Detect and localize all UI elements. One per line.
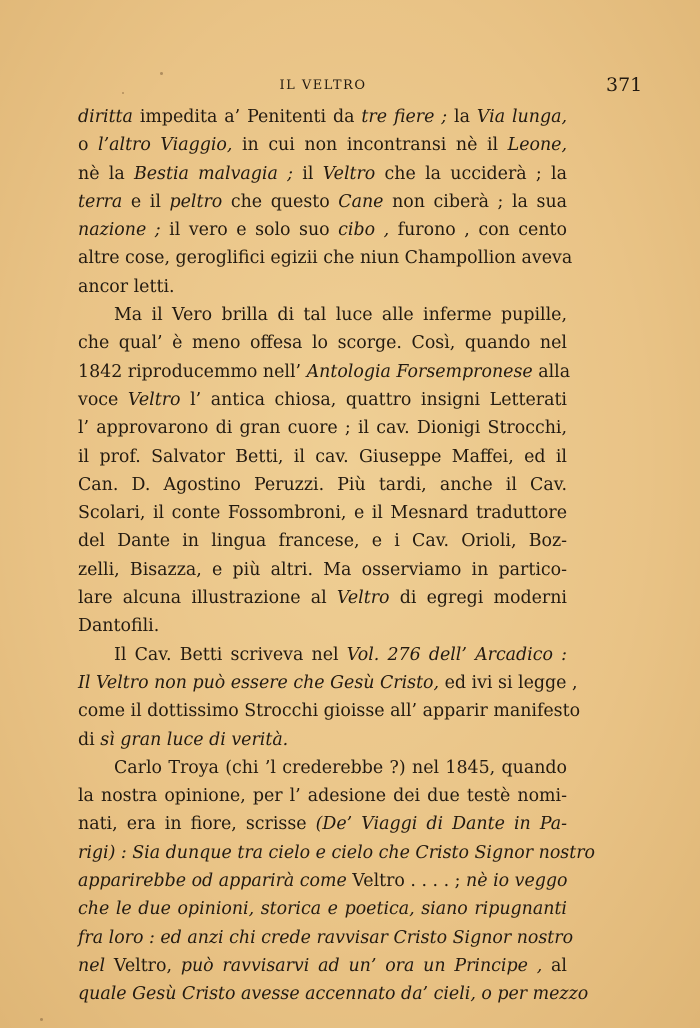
text-line (78, 895, 567, 923)
paper-speck (40, 1018, 43, 1021)
text-run: di egregi moderni (389, 588, 567, 609)
text-run: Il Cav. Betti scriveva nel (114, 644, 347, 665)
text-run: o (78, 135, 99, 156)
italic-text: Il Veltro non può essere che Gesù Cristo, (78, 672, 440, 693)
text-run: furono , con cento (389, 220, 567, 241)
text-line (78, 641, 567, 669)
text-run: in cui non incontransi nè il (232, 135, 508, 156)
text-run: di (78, 729, 101, 750)
text-line (78, 867, 567, 895)
text-line (78, 301, 567, 329)
text-line (78, 103, 567, 131)
italic-text: (De’ Viaggi di Dante in Pa- (315, 814, 567, 835)
italic-text: Veltro (127, 389, 181, 410)
italic-text: Bestia malvagia ; (133, 163, 293, 184)
text-line (78, 556, 567, 584)
text-run: il prof. Salvator Betti, il cav. Giuseppe Maffei, ed il (78, 446, 567, 467)
text-run: che qual’ è meno offesa lo scorge. Così, quando nel (78, 333, 567, 354)
text-run: non ciberà ; la sua (383, 191, 568, 212)
text-line (78, 188, 567, 216)
text-run: l’ approvarono di gran cuore ; il cav. Dionigi Strocchi, (78, 418, 567, 439)
text-line (78, 754, 567, 782)
text-run: Ma il Vero brilla di tal luce alle inferme pupille, (114, 305, 567, 326)
italic-text: cibo , (338, 220, 390, 241)
italic-text: Cane (338, 191, 384, 212)
text-run: voce (78, 389, 128, 410)
text-run: come il dottissimo Strocchi gioisse all’ apparir manifesto (78, 701, 581, 722)
italic-text: Via lunga, (476, 107, 567, 127)
italic-text: l’altro Viaggio, (98, 135, 233, 156)
text-line (78, 980, 589, 1008)
text-line (78, 584, 567, 612)
text-run: alla (532, 361, 571, 382)
italic-text: apparirebbe od apparirà come (78, 871, 347, 892)
italic-text: nazione ; (78, 220, 161, 241)
text-line (78, 329, 567, 357)
text-run: la (447, 107, 477, 127)
text-run: Scolari, il conte Fossombroni, e il Mesnard traduttore (78, 503, 567, 524)
text-run: Carlo Troya (chi ’l crederebbe ?) nel 1845, quando (114, 757, 567, 778)
italic-text: può ravvisarvi ad un’ ora un Principe , (180, 955, 543, 976)
text-line (78, 471, 567, 499)
text-run: 1842 riproducemmo nell’ (78, 361, 307, 382)
body-text (78, 103, 595, 1009)
text-run: la nostra opinione, per l’ adesione dei due testè nomi- (78, 786, 567, 807)
italic-text: peltro (169, 191, 223, 212)
text-run: e il (122, 191, 170, 212)
running-title: IL VELTRO (279, 78, 367, 93)
text-run: Can. D. Agostino Peruzzi. Più tardi, anche il Cav. (78, 474, 567, 495)
italic-text: fra loro : ed anzi chi crede ravvisar Cristo Signor nostro (78, 927, 574, 948)
text-run: al (542, 955, 567, 976)
text-run: lare alcuna illustrazione al (78, 588, 337, 609)
text-line (78, 612, 567, 640)
page-header (76, 74, 643, 104)
text-line (78, 499, 567, 527)
text-run: nati, era in fiore, scrisse (78, 814, 316, 835)
page-number: 371 (606, 74, 643, 96)
text-run: che questo (222, 191, 339, 212)
italic-text: che le due opinioni, storica e poetica, siano ripugnanti (78, 899, 567, 920)
italic-text: Leone, (507, 135, 568, 156)
text-run: zelli, Bisazza, e più altri. Ma osserviamo in partico- (78, 559, 567, 580)
italic-text: Veltro (336, 588, 390, 609)
italic-text: rigi) : Sia dunque tra cielo e cielo che Cristo Signor nostro (78, 842, 595, 863)
text-line (78, 839, 595, 867)
italic-text: nel (78, 955, 106, 976)
text-line (78, 414, 567, 442)
italic-text: tre fiere ; (361, 107, 448, 127)
text-line (78, 216, 567, 244)
text-run: ed ivi si legge , (439, 672, 578, 693)
text-run: Veltro, (105, 955, 181, 976)
italic-text: terra (78, 191, 123, 212)
text-line (78, 443, 567, 471)
text-line (78, 952, 567, 980)
text-run: il (293, 163, 323, 184)
text-run: che la ucciderà ; la (375, 163, 567, 184)
text-line (78, 527, 567, 555)
text-line (78, 131, 567, 159)
text-run: altre cose, geroglifici egizii che niun Champollion aveva (78, 248, 573, 269)
text-run: Veltro . . . . ; (346, 871, 467, 892)
text-run: del Dante in lingua francese, e i Cav. Orioli, Boz- (78, 531, 567, 552)
text-line (78, 386, 567, 414)
text-line (78, 160, 567, 188)
text-line (78, 358, 571, 386)
text-run: il vero e solo suo (160, 220, 339, 241)
italic-text: Antologia Forsempronese (306, 361, 533, 382)
italic-text: Vol. 276 dell’ Arcadico : (346, 644, 567, 665)
paper-speck (122, 92, 124, 94)
italic-text: sì gran luce di verità. (100, 729, 289, 750)
text-run: impedita a’ Penitenti da (132, 107, 362, 127)
text-run: ancor letti. (78, 276, 175, 297)
text-line (78, 782, 567, 810)
italic-text: diritta (78, 107, 133, 127)
text-line (78, 669, 578, 697)
italic-text: nè io veggo (466, 871, 568, 892)
paper-speck (160, 72, 163, 75)
text-run: Dantofili. (78, 616, 160, 637)
text-line (78, 697, 581, 725)
italic-text: Veltro (322, 163, 376, 184)
text-line (78, 726, 567, 754)
italic-text: quale Gesù Cristo avesse accennato da’ cieli, o per mezzo (78, 984, 589, 1005)
text-run: nè la (78, 163, 134, 184)
text-line (78, 924, 574, 952)
text-line (78, 244, 573, 272)
text-line (78, 273, 567, 301)
text-run: l’ antica chiosa, quattro insigni Letterati (180, 389, 567, 410)
text-line (78, 810, 567, 838)
